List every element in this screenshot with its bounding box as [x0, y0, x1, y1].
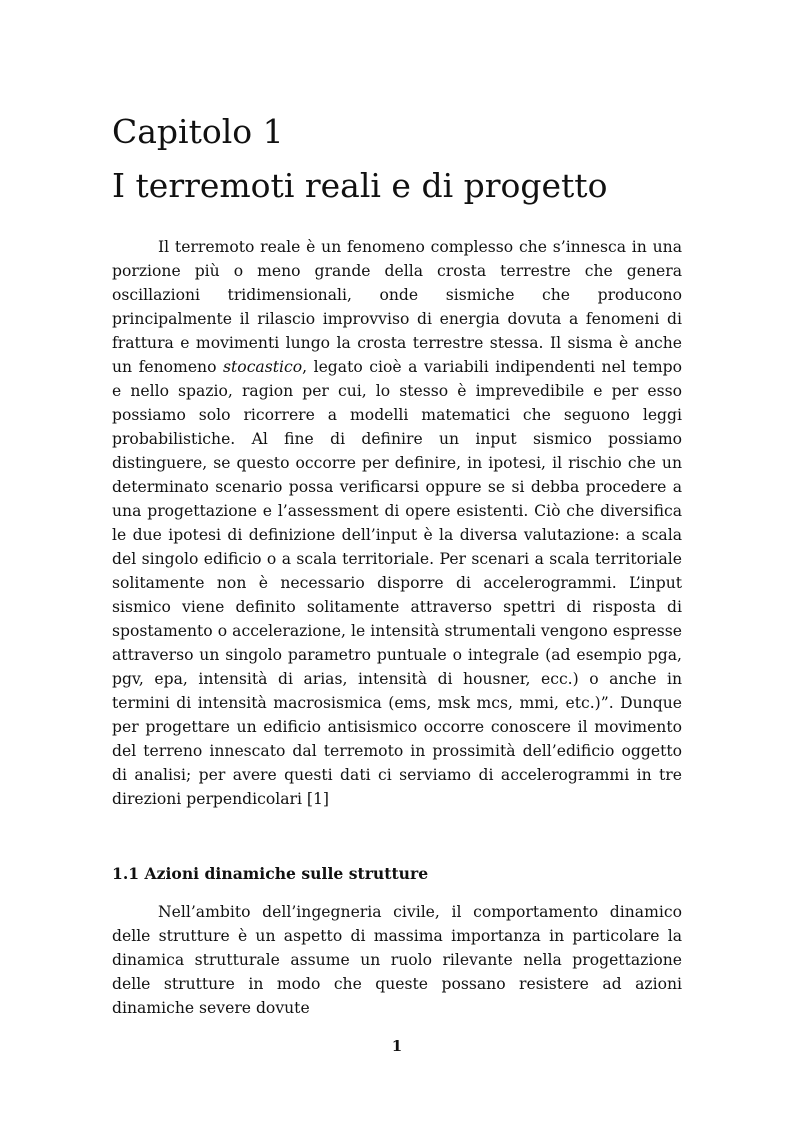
- document-page: [112, 0, 682, 1123]
- body-paragraph-section: Nell’ambito dell’ingegneria civile, il comportamento dinamico delle strutture è un aspetto di massima importanza in particolare la dinamica strutturale assume un ruolo rilevante nella progettazione delle strutture in modo che queste possano resistere ad azioni dinamiche severe dovute: [112, 903, 682, 1017]
- body-paragraph-intro: [112, 235, 682, 811]
- chapter-label: Capitolo 1: [112, 112, 284, 151]
- chapter-title: I terremoti reali e di progetto: [112, 166, 608, 205]
- paragraph-text: Il terremoto reale è un fenomeno complesso che s’innesca in una porzione più o meno grande della crosta terrestre che genera oscillazioni tridimensionali, onde sismiche che producono principalmente il rilascio improvviso di energia dovuta a fenomeni di frattura e movimenti lungo la crosta terrestre stessa. Il sisma è anche un fenomeno: [112, 238, 682, 376]
- paragraph-text: , legato cioè a variabili indipendenti nel tempo e nello spazio, ragion per cui, lo stesso è imprevedibile e per esso possiamo solo ricorrere a modelli matematici che seguono leggi probabilistiche. Al fine di definire un input sismico possiamo distinguere, se questo occorre per definire, in ipotesi, il rischio che un determinato scenario possa verificarsi oppure se si debba procedere a una progettazione e l’assessment di opere esistenti. Ciò che diversifica le due ipotesi di definizione dell’input è la diversa valutazione: a scala del singolo edificio o a scala territoriale. Per scenari a scala territoriale solitamente non è necessario disporre di accelerogrammi. L’input sismico viene definito solitamente attraverso spettri di risposta di spostamento o accelerazione, le intensità strumentali vengono espresse attraverso un singolo parametro puntuale o integrale (ad esempio pga, pgv, epa, intensità di arias, intensità di housner, ecc.) o anche in termini di intensità macrosismica (ems, msk mcs, mmi, etc.)”. Dunque per progettare un edificio antisismico occorre conoscere il movimento del terreno innescato dal terremoto in prossimità dell’edificio oggetto di analisi; per avere questi dati ci serviamo di accelerogrammi in tre direzioni perpendicolari [1]: [112, 358, 682, 808]
- emphasis-term: stocastico: [223, 358, 303, 376]
- page-number: 1: [391, 1037, 403, 1055]
- section-heading: 1.1 Azioni dinamiche sulle strutture: [112, 864, 429, 883]
